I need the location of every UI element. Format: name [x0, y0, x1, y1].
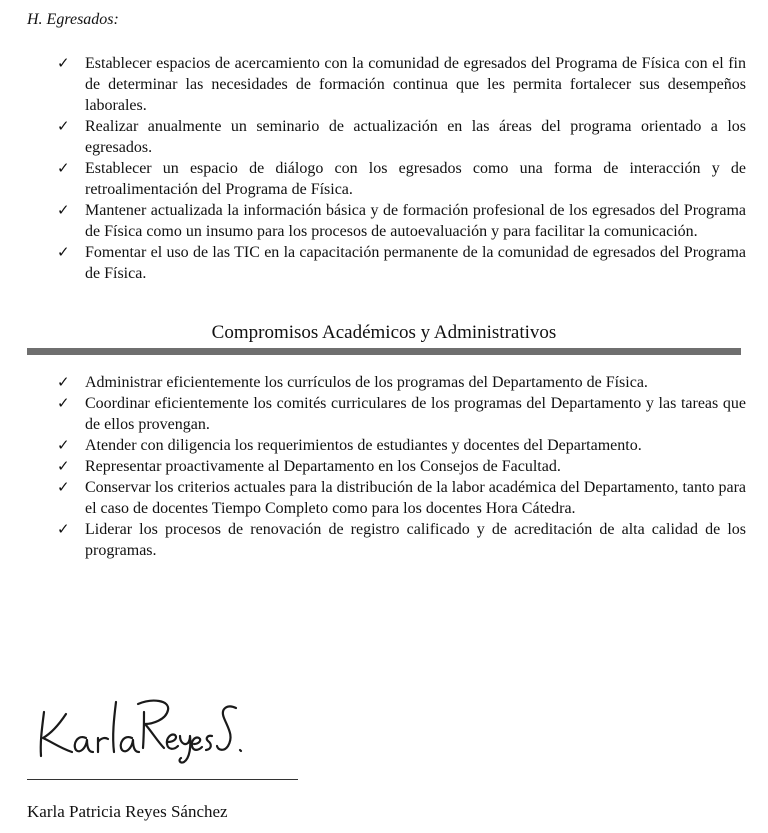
signature-line [27, 779, 298, 780]
list-item [57, 456, 746, 477]
handwritten-signature [30, 686, 245, 766]
signer-name: Karla Patricia Reyes Sánchez [27, 802, 228, 821]
title-divider [27, 348, 741, 355]
list-item [57, 242, 746, 284]
section-heading-egresados: H. Egresados: [27, 11, 119, 28]
list-item-text: Administrar eficientemente los currículos de los programas del Departamento de Física. [85, 374, 648, 391]
list-item-text: Liderar los procesos de renovación de registro calificado y de acreditación de alta calidad de los programas. [85, 521, 746, 559]
list-item [57, 519, 746, 561]
check-mark-icon: ✓ [57, 117, 70, 135]
egresados-list [57, 53, 746, 284]
list-item-text: Establecer un espacio de diálogo con los egresados como una forma de interacción y de retroalimentación del Programa de Física. [85, 160, 746, 198]
list-item [57, 158, 746, 200]
list-item [57, 435, 746, 456]
list-item [57, 477, 746, 519]
list-item [57, 393, 746, 435]
list-item [57, 372, 746, 393]
check-mark-icon: ✓ [57, 201, 70, 219]
list-item-text: Atender con diligencia los requerimientos de estudiantes y docentes del Departamento. [85, 437, 642, 454]
list-item-text: Realizar anualmente un seminario de actualización en las áreas del programa orientado a los egresados. [85, 118, 746, 156]
list-item [57, 53, 746, 116]
list-item-text: Mantener actualizada la información básica y de formación profesional de los egresados del Programa de Física como un insumo para los procesos de autoevaluación y para facilitar la comunicación. [85, 202, 746, 240]
check-mark-icon: ✓ [57, 457, 70, 475]
check-mark-icon: ✓ [57, 373, 70, 391]
check-mark-icon: ✓ [57, 436, 70, 454]
check-mark-icon: ✓ [57, 394, 70, 412]
list-item-text: Conservar los criterios actuales para la distribución de la labor académica del Departamento, tanto para el caso de docentes Tiempo Completo como para los docentes Hora Cátedra. [85, 479, 746, 517]
list-item-text: Representar proactivamente al Departamento en los Consejos de Facultad. [85, 458, 561, 475]
list-item-text: Fomentar el uso de las TIC en la capacitación permanente de la comunidad de egresados del Programa de Física. [85, 244, 746, 282]
compromisos-list [57, 372, 746, 561]
list-item-text: Establecer espacios de acercamiento con la comunidad de egresados del Programa de Física con el fin de determinar las necesidades de formación continua que les permita fortalecer sus desempeños laborales. [85, 55, 746, 114]
list-item [57, 200, 746, 242]
check-mark-icon: ✓ [57, 243, 70, 261]
check-mark-icon: ✓ [57, 159, 70, 177]
check-mark-icon: ✓ [57, 478, 70, 496]
list-item [57, 116, 746, 158]
check-mark-icon: ✓ [57, 54, 70, 72]
section-title-compromisos: Compromisos Académicos y Administrativos [211, 322, 557, 343]
list-item-text: Coordinar eficientemente los comités curriculares de los programas del Departamento y las tareas que de ellos provengan. [85, 395, 746, 433]
check-mark-icon: ✓ [57, 520, 70, 538]
